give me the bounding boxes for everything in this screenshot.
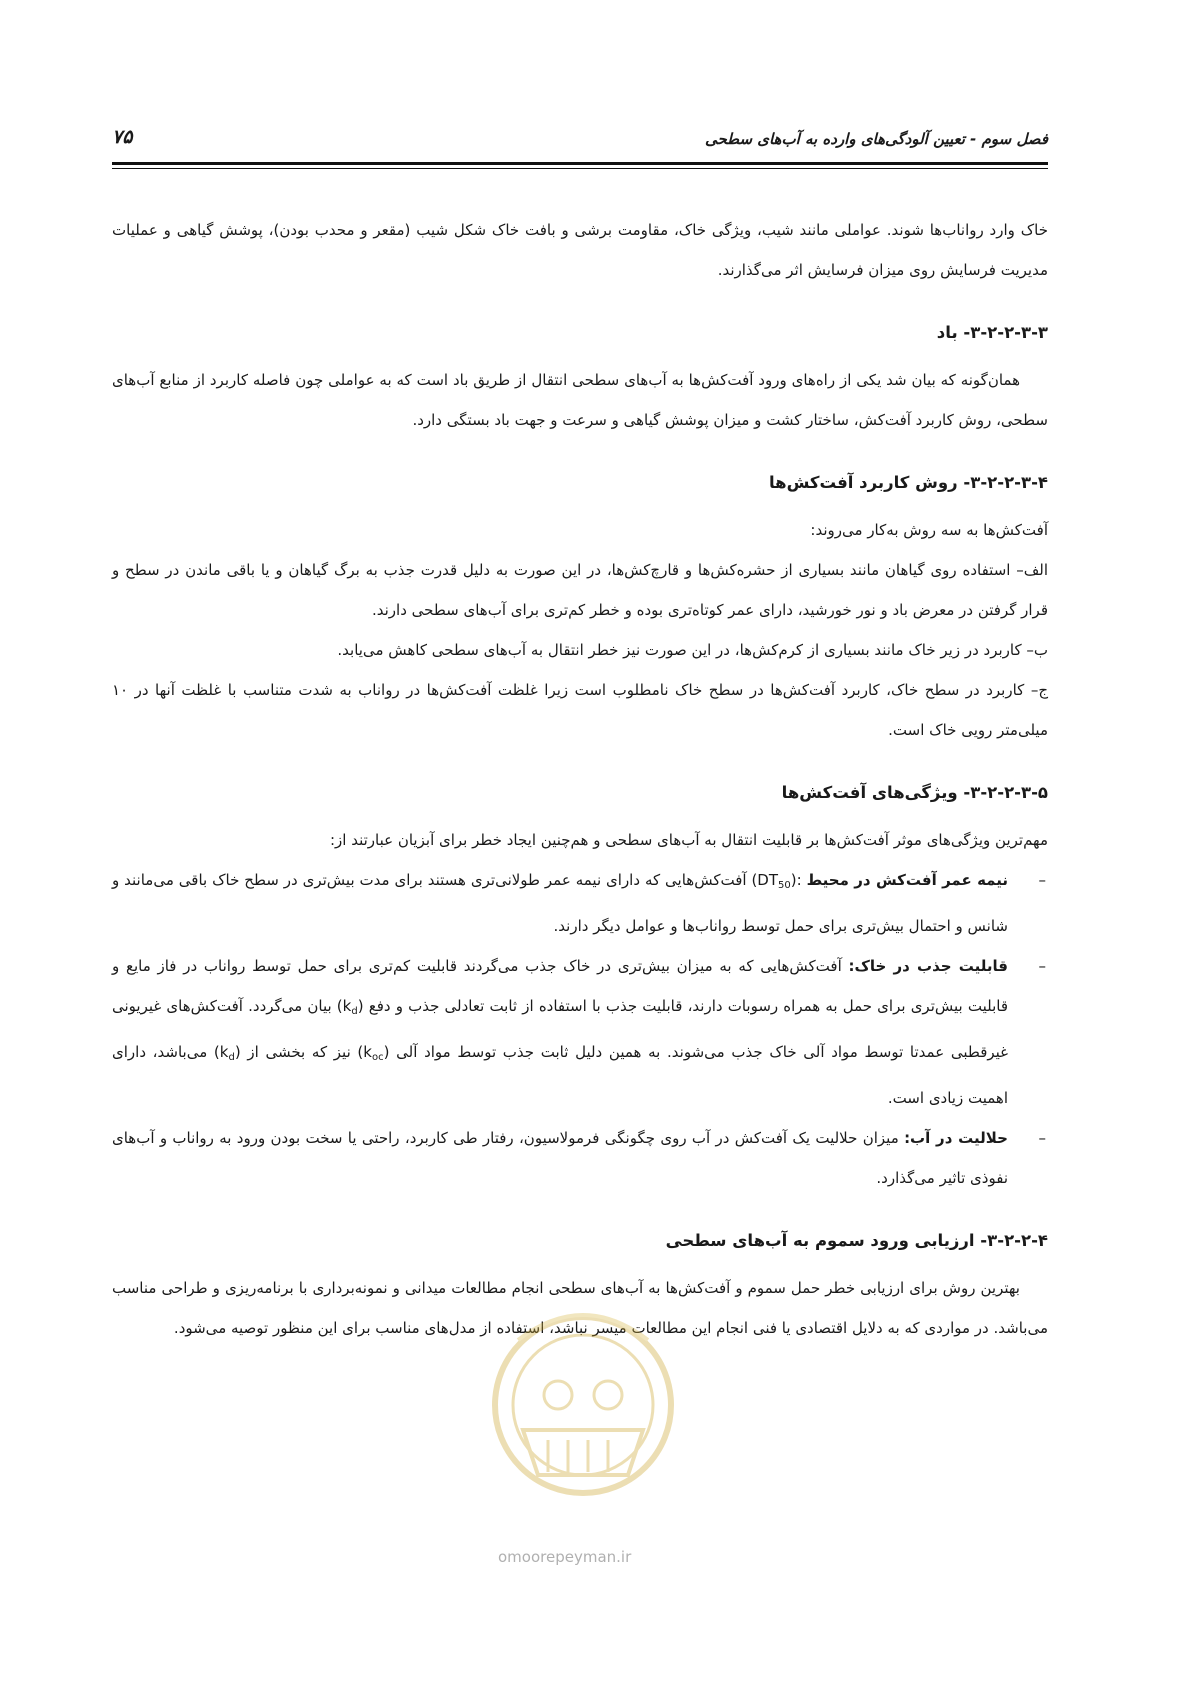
watermark-site: omoorepeyman.ir [498, 1548, 632, 1566]
paragraph-wind: همان‌گونه که بیان شد یکی از راه‌های ورود آفت‌کش‌ها به آب‌های سطحی انتقال از طریق باد است که به عواملی چون فاصله کاربرد از منابع آب‌های سطحی، روش کاربرد آفت‌کش، ساختار کشت و میزان پوشش گیاهی و سرعت و جهت باد بستگی دارد. [112, 371, 1048, 429]
page-header [112, 122, 1048, 158]
dash-bullet: – [1038, 1129, 1046, 1147]
page-content [112, 210, 1048, 1348]
section-heading-assessment: ۳-۲-۲-۴- ارزیابی ورود سموم به آب‌های سطحی [665, 1231, 1048, 1250]
properties-list [112, 860, 1048, 1198]
half-life-text: آفت‌کش‌هایی که دارای نیمه عمر طولانی‌تری هستند برای مدت بیش‌تری در سطح خاک باقی می‌مانند و شانس و احتمال بیش‌تری برای حمل توسط رواناب‌ها و عوامل دیگر دارند. [112, 871, 1008, 935]
dt-label: $(DT_{50})$: [751, 871, 802, 891]
watermark-logo [478, 1300, 688, 1550]
section-heading-wind: ۳-۲-۲-۳-۳- باد [936, 323, 1048, 342]
term-solubility: حلالیت در آب: [904, 1129, 1008, 1147]
dash-bullet: – [1038, 957, 1046, 975]
application-intro: آفت‌کش‌ها به سه روش به‌کار می‌روند: [810, 521, 1048, 539]
chapter-title: فصل سوم - تعیین آلودگی‌های وارده به آب‌های سطحی [704, 130, 1048, 148]
term-adsorption: قابلیت جذب در خاک: [848, 957, 1008, 975]
application-item-a: الف– استفاده روی گیاهان مانند بسیاری از حشره‌کش‌ها و قارچ‌کش‌ها، در این صورت به دلیل قدرت جذب به برگ گیاهان و یا باقی ماندن در سطح و قرار گرفتن در معرض باد و نور خورشید، دارای عمر کوتاه‌تری بوده و خطر کم‌تری برای آب‌های سطحی دارند. [112, 561, 1048, 619]
paragraph-assessment: بهترین روش برای ارزیابی خطر حمل سموم و آفت‌کش‌ها به آب‌های سطحی انجام مطالعات میدانی و نمونه‌برداری با برنامه‌ریزی و طراحی مناسب می‌باشد. در مواردی که به دلایل اقتصادی یا فنی انجام این مطالعات میسر نباشد، استفاده از مدل‌های مناسب برای این منظور توصیه می‌شود. [112, 1279, 1048, 1337]
section-heading-properties: ۳-۲-۲-۳-۵- ویژگی‌های آفت‌کش‌ها [781, 783, 1048, 802]
list-item-half-life [112, 860, 1048, 946]
term-half-life: نیمه عمر آفت‌کش در محیط [806, 871, 1008, 889]
list-item-adsorption: – قابلیت جذب در خاک: آفت‌کش‌هایی که به میزان بیش‌تری در خاک جذب می‌گردند قابلیت کم‌تری برای حمل توسط رواناب در فاز مایع و قابلیت بیش‌تری برای حمل به همراه رسوبات دارند، قابلیت جذب با استفاده از ثابت تعادلی جذب و دفع $(k_d)$ بیان می‌گردد. آفت‌کش‌های غیریونی غیرقطبی عمدتا توسط مواد آلی خاک جذب می‌شوند. به همین دلیل ثابت جذب توسط مواد آلی $(k_{oc})$ نیز که بخشی از $(k_d)$ می‌باشد، دارای اهمیت زیادی است. [112, 946, 1048, 1118]
page-number: ۷۵ [112, 126, 133, 148]
paragraph-continued: خاک وارد رواناب‌ها شوند. عواملی مانند شیب، ویژگی خاک، مقاومت برشی و بافت خاک شکل شیب (مقعر و محدب بودن)، پوشش گیاهی و عملیات مدیریت فرسایش روی میزان فرسایش اثر می‌گذارند. [112, 221, 1048, 279]
section-heading-application-method: ۳-۲-۲-۳-۴- روش کاربرد آفت‌کش‌ها [768, 473, 1048, 492]
application-item-c: ج– کاربرد در سطح خاک، کاربرد آفت‌کش‌ها در سطح خاک نامطلوب است زیرا غلظت آفت‌کش‌ها در رواناب به شدت متناسب با غلظت آنها در ۱۰ میلی‌متر رویی خاک است. [112, 681, 1048, 739]
properties-intro: مهم‌ترین ویژگی‌های موثر آفت‌کش‌ها بر قابلیت انتقال به آب‌های سطحی و هم‌چنین ایجاد خطر برای آبزیان عبارتند از: [329, 831, 1048, 849]
dash-bullet: – [1038, 871, 1046, 889]
header-rule-thick [112, 162, 1048, 165]
application-item-b: ب– کاربرد در زیر خاک مانند بسیاری از کرم‌کش‌ها، در این صورت نیز خطر انتقال به آب‌های سطحی کاهش می‌یابد. [337, 641, 1048, 659]
header-rule-thin [112, 168, 1048, 169]
list-item-solubility: – حلالیت در آب: میزان حلالیت یک آفت‌کش در آب روی چگونگی فرمولاسیون، رفتار طی کاربرد، راحتی یا سخت بودن ورود به رواناب و آب‌های نفوذی تاثیر می‌گذارد. [112, 1118, 1048, 1198]
